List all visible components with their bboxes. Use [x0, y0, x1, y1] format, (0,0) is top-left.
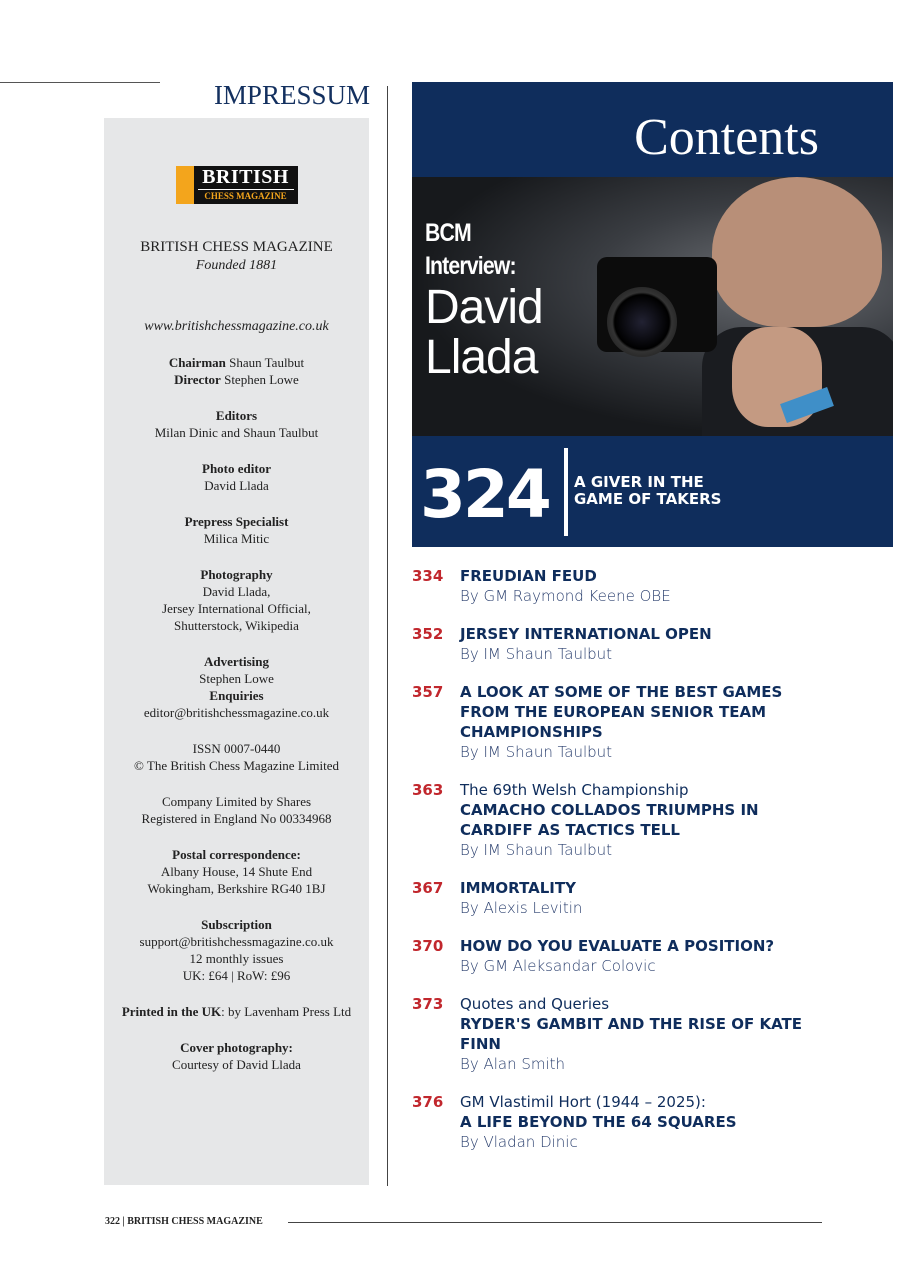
contents-item[interactable] — [412, 566, 892, 606]
impressum-value: editor@britishchessmagazine.co.uk — [143, 705, 330, 720]
impressum-line — [104, 530, 369, 547]
impressum-line — [104, 704, 369, 721]
impressum-value: David Llada — [204, 478, 269, 493]
impressum-label: Printed in the UK — [121, 1004, 222, 1019]
impressum-line — [104, 477, 369, 494]
item-byline: By Alexis Levitin — [460, 899, 583, 917]
item-byline: By GM Aleksandar Colovic — [460, 957, 656, 975]
impressum-block — [104, 1039, 369, 1073]
impressum-label: Chairman — [168, 355, 226, 370]
impressum-value: © The British Chess Magazine Limited — [134, 758, 339, 773]
impressum-line — [104, 740, 369, 757]
impressum-value: Shaun Taulbut — [225, 355, 305, 370]
impressum-value: Milan Dinic and Shaun Taulbut — [154, 425, 319, 440]
impressum-value: Company Limited by Shares — [161, 794, 312, 809]
item-page: 370 — [412, 937, 444, 955]
feature-subtitle-2: GAME OF TAKERS — [574, 490, 722, 508]
magazine-name: BRITISH CHESS MAGAZINE — [140, 239, 333, 255]
item-page: 367 — [412, 879, 444, 897]
impressum-line — [104, 687, 369, 704]
impressum-line — [104, 513, 369, 530]
impressum-line — [104, 810, 369, 827]
impressum-line — [104, 566, 369, 583]
impressum-value: Albany House, 14 Shute End — [160, 864, 313, 879]
contents-title: Contents — [412, 82, 893, 177]
item-page: 334 — [412, 567, 444, 585]
impressum-line — [104, 354, 369, 371]
impressum-block — [104, 566, 369, 634]
contents-item[interactable] — [412, 936, 892, 976]
impressum-value: Registered in England No 00334968 — [141, 811, 332, 826]
impressum-label: Cover photography: — [180, 1040, 293, 1055]
contents-item[interactable] — [412, 1092, 892, 1152]
impressum-block — [104, 653, 369, 721]
impressum-value: Jersey International Official, — [162, 601, 311, 616]
item-page: 373 — [412, 995, 444, 1013]
impressum-line — [104, 846, 369, 863]
impressum-value: David Llada, — [202, 584, 271, 599]
impressum-line — [104, 460, 369, 477]
impressum-line — [104, 793, 369, 810]
item-title: HOW DO YOU EVALUATE A POSITION? — [460, 937, 775, 955]
impressum-label: Photography — [200, 567, 273, 582]
impressum-line — [104, 617, 369, 634]
impressum-label: Editors — [215, 408, 258, 423]
item-title: A LIFE BEYOND THE 64 SQUARES — [460, 1113, 737, 1131]
item-title: A LOOK AT SOME OF THE BEST GAMES FROM THE EUROPEAN SENIOR TEAM CHAMPIONSHIPS — [460, 683, 783, 741]
contents-item[interactable] — [412, 624, 892, 664]
impressum-value: UK: £64 | RoW: £96 — [182, 968, 291, 983]
impressum-line — [104, 880, 369, 897]
column-divider — [387, 86, 388, 1186]
contents-item[interactable] — [412, 780, 892, 860]
impressum-line — [104, 583, 369, 600]
item-page: 357 — [412, 683, 444, 701]
impressum-line — [104, 950, 369, 967]
impressum-blocks — [104, 354, 369, 1073]
impressum-line — [104, 916, 369, 933]
knight-icon — [176, 166, 194, 204]
item-title: CAMACHO COLLADOS TRIUMPHS IN CARDIFF AS TACTICS TELL — [460, 801, 759, 839]
impressum-value: Wokingham, Berkshire RG40 1BJ — [147, 881, 326, 896]
impressum-label: Subscription — [201, 917, 272, 932]
impressum-block — [104, 740, 369, 774]
impressum-value: Shutterstock, Wikipedia — [174, 618, 299, 633]
impressum-line — [104, 407, 369, 424]
impressum-line — [104, 1039, 369, 1056]
item-title: RYDER'S GAMBIT AND THE RISE OF KATE FINN — [460, 1015, 803, 1053]
impressum-label: Prepress Specialist — [184, 514, 289, 529]
feature-page: 324 — [420, 456, 549, 533]
bcm-logo: BRITISH CHESS MAGAZINE — [176, 166, 298, 204]
item-byline: By Vladan Dinic — [460, 1133, 578, 1151]
item-title: IMMORTALITY — [460, 879, 576, 897]
item-page: 352 — [412, 625, 444, 643]
impressum-line — [104, 933, 369, 950]
feature-band[interactable] — [412, 436, 893, 547]
impressum-line — [104, 600, 369, 617]
impressum-line — [104, 967, 369, 984]
impressum-line — [104, 371, 369, 388]
cover-photo — [412, 177, 893, 436]
impressum-label: Director — [174, 372, 221, 387]
impressum-block — [104, 407, 369, 441]
item-byline: By GM Raymond Keene OBE — [460, 587, 671, 605]
header-rule — [0, 82, 160, 83]
item-byline: By IM Shaun Taulbut — [460, 743, 613, 761]
impressum-block — [104, 354, 369, 388]
impressum-line — [104, 757, 369, 774]
impressum-label: Photo editor — [202, 461, 271, 476]
impressum-value: ISSN 0007-0440 — [192, 741, 281, 756]
impressum-label: Postal correspondence: — [172, 847, 301, 862]
item-page: 363 — [412, 781, 444, 799]
contents-item[interactable] — [412, 682, 892, 762]
website-link[interactable]: www.britishchessmagazine.co.uk — [144, 319, 329, 334]
impressum-block — [104, 916, 369, 984]
page-footer: 322 | BRITISH CHESS MAGAZINE — [105, 1216, 263, 1227]
feature-kicker: BCM — [425, 219, 471, 247]
impressum-line — [104, 670, 369, 687]
item-byline: By Alan Smith — [460, 1055, 566, 1073]
item-kicker: Quotes and Queries — [460, 995, 610, 1013]
contents-item[interactable] — [412, 994, 892, 1074]
impressum-value: 12 monthly issues — [189, 951, 284, 966]
impressum-label: Advertising — [204, 654, 269, 669]
impressum-block — [104, 1003, 369, 1020]
impressum-line — [104, 653, 369, 670]
impressum-block — [104, 846, 369, 897]
impressum-block — [104, 793, 369, 827]
impressum-value: : by Lavenham Press Ltd — [221, 1004, 352, 1019]
item-title: JERSEY INTERNATIONAL OPEN — [460, 625, 712, 643]
item-kicker: GM Vlastimil Hort (1944 – 2025): — [460, 1093, 706, 1111]
feature-divider — [564, 448, 568, 536]
impressum-block — [104, 460, 369, 494]
item-title: FREUDIAN FEUD — [460, 567, 597, 585]
feature-name-2: Llada — [425, 331, 538, 384]
impressum-line — [104, 863, 369, 880]
impressum-line — [104, 1056, 369, 1073]
contents-item[interactable] — [412, 878, 892, 918]
contents-list — [412, 566, 892, 1170]
footer-rule — [288, 1222, 822, 1223]
impressum-line — [104, 1003, 369, 1020]
impressum-value: Milica Mitic — [203, 531, 270, 546]
impressum-value: Stephen Lowe — [199, 671, 274, 686]
impressum-line — [104, 424, 369, 441]
feature-kicker-2: Interview: — [425, 252, 516, 280]
feature-name: David — [425, 281, 543, 334]
feature-subtitle: A GIVER IN THE — [574, 473, 704, 491]
item-byline: By IM Shaun Taulbut — [460, 841, 613, 859]
impressum-block — [104, 513, 369, 547]
impressum-value: Courtesy of David Llada — [172, 1057, 301, 1072]
impressum-panel — [104, 118, 369, 1185]
impressum-value: support@britishchessmagazine.co.uk — [139, 934, 334, 949]
item-page: 376 — [412, 1093, 444, 1111]
impressum-label: Enquiries — [209, 688, 264, 703]
founded: Founded 1881 — [195, 258, 278, 273]
item-kicker: The 69th Welsh Championship — [460, 781, 689, 799]
impressum-title: IMPRESSUM — [213, 80, 370, 110]
item-byline: By IM Shaun Taulbut — [460, 645, 613, 663]
impressum-value: Stephen Lowe — [220, 372, 299, 387]
